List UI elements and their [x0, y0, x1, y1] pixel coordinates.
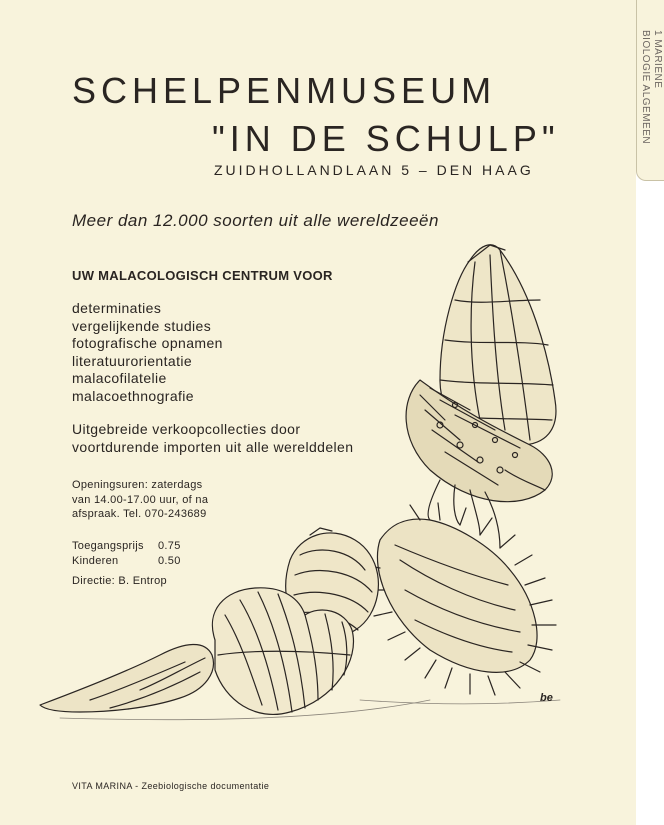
price-value: 0.75 [158, 540, 181, 552]
service-item: vergelijkende studies [72, 317, 212, 334]
page-subtitle: "IN DE SCHULP" [212, 118, 560, 159]
price-label: Kinderen [72, 554, 119, 567]
spindle-shell-drawing [40, 644, 213, 712]
address: ZUIDHOLLANDLAAN 5 – DEN HAAG [214, 162, 534, 178]
service-item: malacofilatelie [72, 370, 167, 386]
centre-heading: UW MALACOLOGISCH CENTRUM VOOR [72, 268, 333, 283]
artist-mark: be [540, 692, 553, 704]
collections-line: Uitgebreide verkoopcollecties door [72, 421, 301, 437]
price-value: 0.50 [158, 554, 181, 567]
side-tab-line: BIOLOGIE ALGEMEEN [640, 30, 651, 145]
hours-line: van 14.00-17.00 uur, of na [72, 493, 209, 506]
service-item: determinaties [72, 300, 162, 316]
service-item: literatuurorientatie [72, 352, 193, 369]
collections-line: voortdurende importen uit alle werelddelen [72, 438, 354, 455]
price-label: Toegangsprijs [72, 540, 144, 552]
director: Directie: B. Entrop [72, 575, 167, 587]
hours-line: Openingsuren: zaterdags [72, 479, 203, 491]
footer-text: VITA MARINA - Zeebiologische documentatie [72, 781, 270, 791]
side-tab-line: 1 MARIENE [652, 30, 663, 89]
page-title: SCHELPENMUSEUM [72, 70, 497, 111]
spiny-shell-drawing [362, 480, 556, 695]
side-tab-label [639, 30, 663, 144]
service-item: malacoethnografie [72, 387, 194, 404]
tagline: Meer dan 12.000 soorten uit alle wereldzeeën [72, 211, 439, 230]
side-tab [636, 0, 664, 181]
hours-line: afspraak. Tel. 070-243689 [72, 508, 207, 520]
service-item: fotografische opnamen [72, 335, 223, 351]
